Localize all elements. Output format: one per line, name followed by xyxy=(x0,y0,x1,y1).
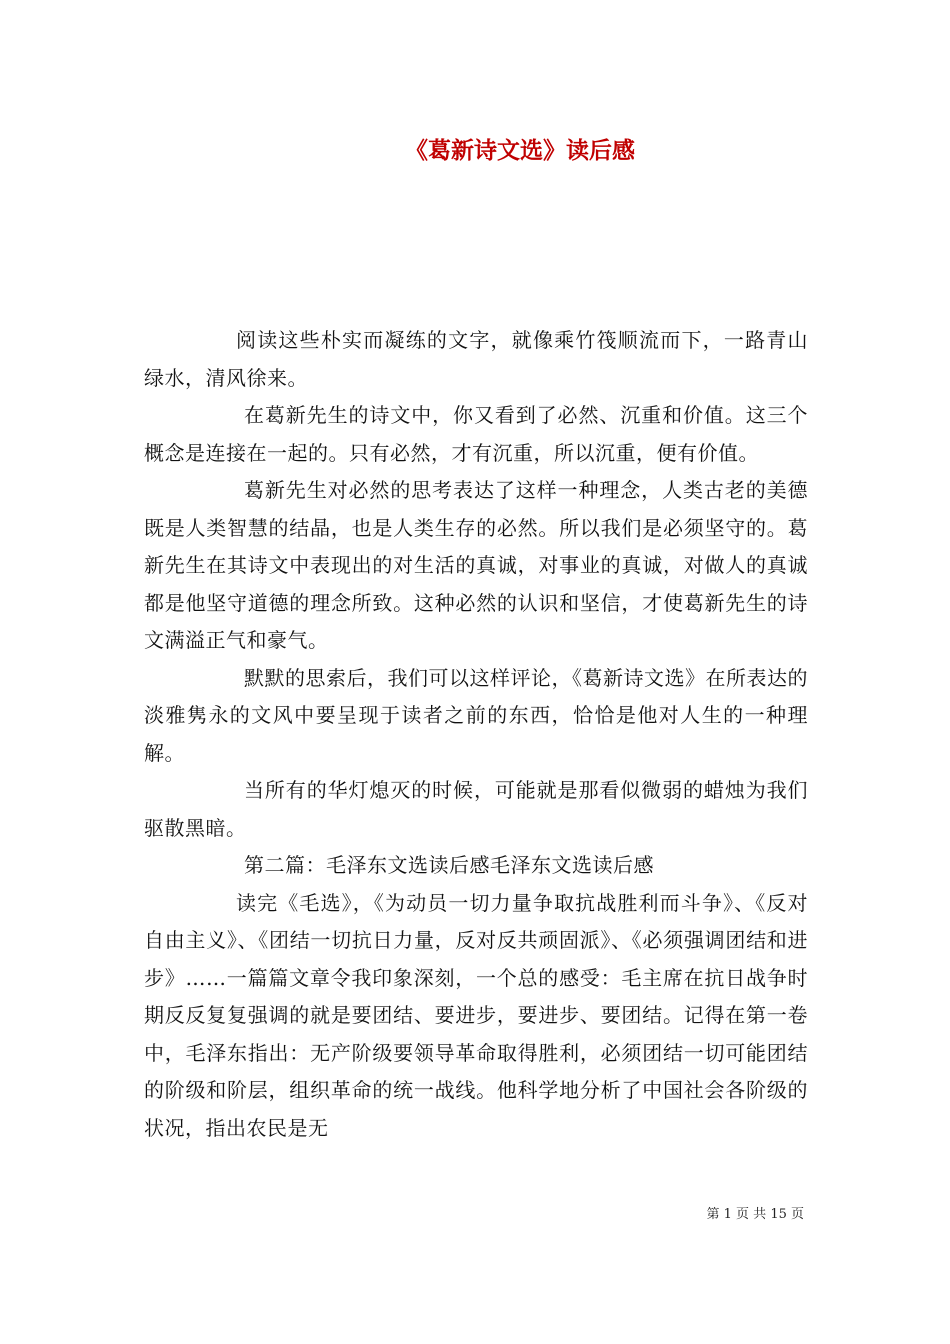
paragraph: 阅读这些朴实而凝练的文字，就像乘竹筏顺流而下，一路青山绿水，清风徐来。 xyxy=(144,328,808,390)
paragraph: 当所有的华灯熄灭的时候，可能就是那看似微弱的蜡烛为我们驱散黑暗。 xyxy=(144,778,808,840)
document-title: 《葛新诗文选》读后感 xyxy=(405,137,635,164)
page-indicator: 第 1 页 共 15 页 xyxy=(706,1207,804,1222)
document-body xyxy=(144,322,808,1147)
paragraph: 读完《毛选》，《为动员一切力量争取抗战胜利而斗争》、《反对自由主义》、《团结一切抗日力量，反对反共顽固派》、《必须强调团结和进步》……一篇篇文章令我印象深刻，一个总的感受：毛主席在抗日战争时期反反复复强调的就是要团结、要进步，要进步、要团结。记得在第一卷中，毛泽东指出：无产阶级要领导革命取得胜利，必须团结一切可能团结的阶级和阶层，组织革命的统一战线。他科学地分析了中国社会各阶级的状况，指出农民是无 xyxy=(144,890,808,1140)
paragraph: 在葛新先生的诗文中，你又看到了必然、沉重和价值。这三个概念是连接在一起的。只有必然，才有沉重，所以沉重，便有价值。 xyxy=(144,403,808,465)
section-heading: 第二篇：毛泽东文选读后感毛泽东文选读后感 xyxy=(244,853,654,877)
paragraph: 默默的思索后，我们可以这样评论，《葛新诗文选》在所表达的淡雅隽永的文风中要呈现于读者之前的东西，恰恰是他对人生的一种理解。 xyxy=(144,665,808,765)
paragraph: 葛新先生对必然的思考表达了这样一种理念，人类古老的美德既是人类智慧的结晶，也是人类生存的必然。所以我们是必须坚守的。葛新先生在其诗文中表现出的对生活的真诚，对事业的真诚，对做人的真诚都是他坚守道德的理念所致。这种必然的认识和坚信，才使葛新先生的诗文满溢正气和豪气。 xyxy=(144,478,808,652)
